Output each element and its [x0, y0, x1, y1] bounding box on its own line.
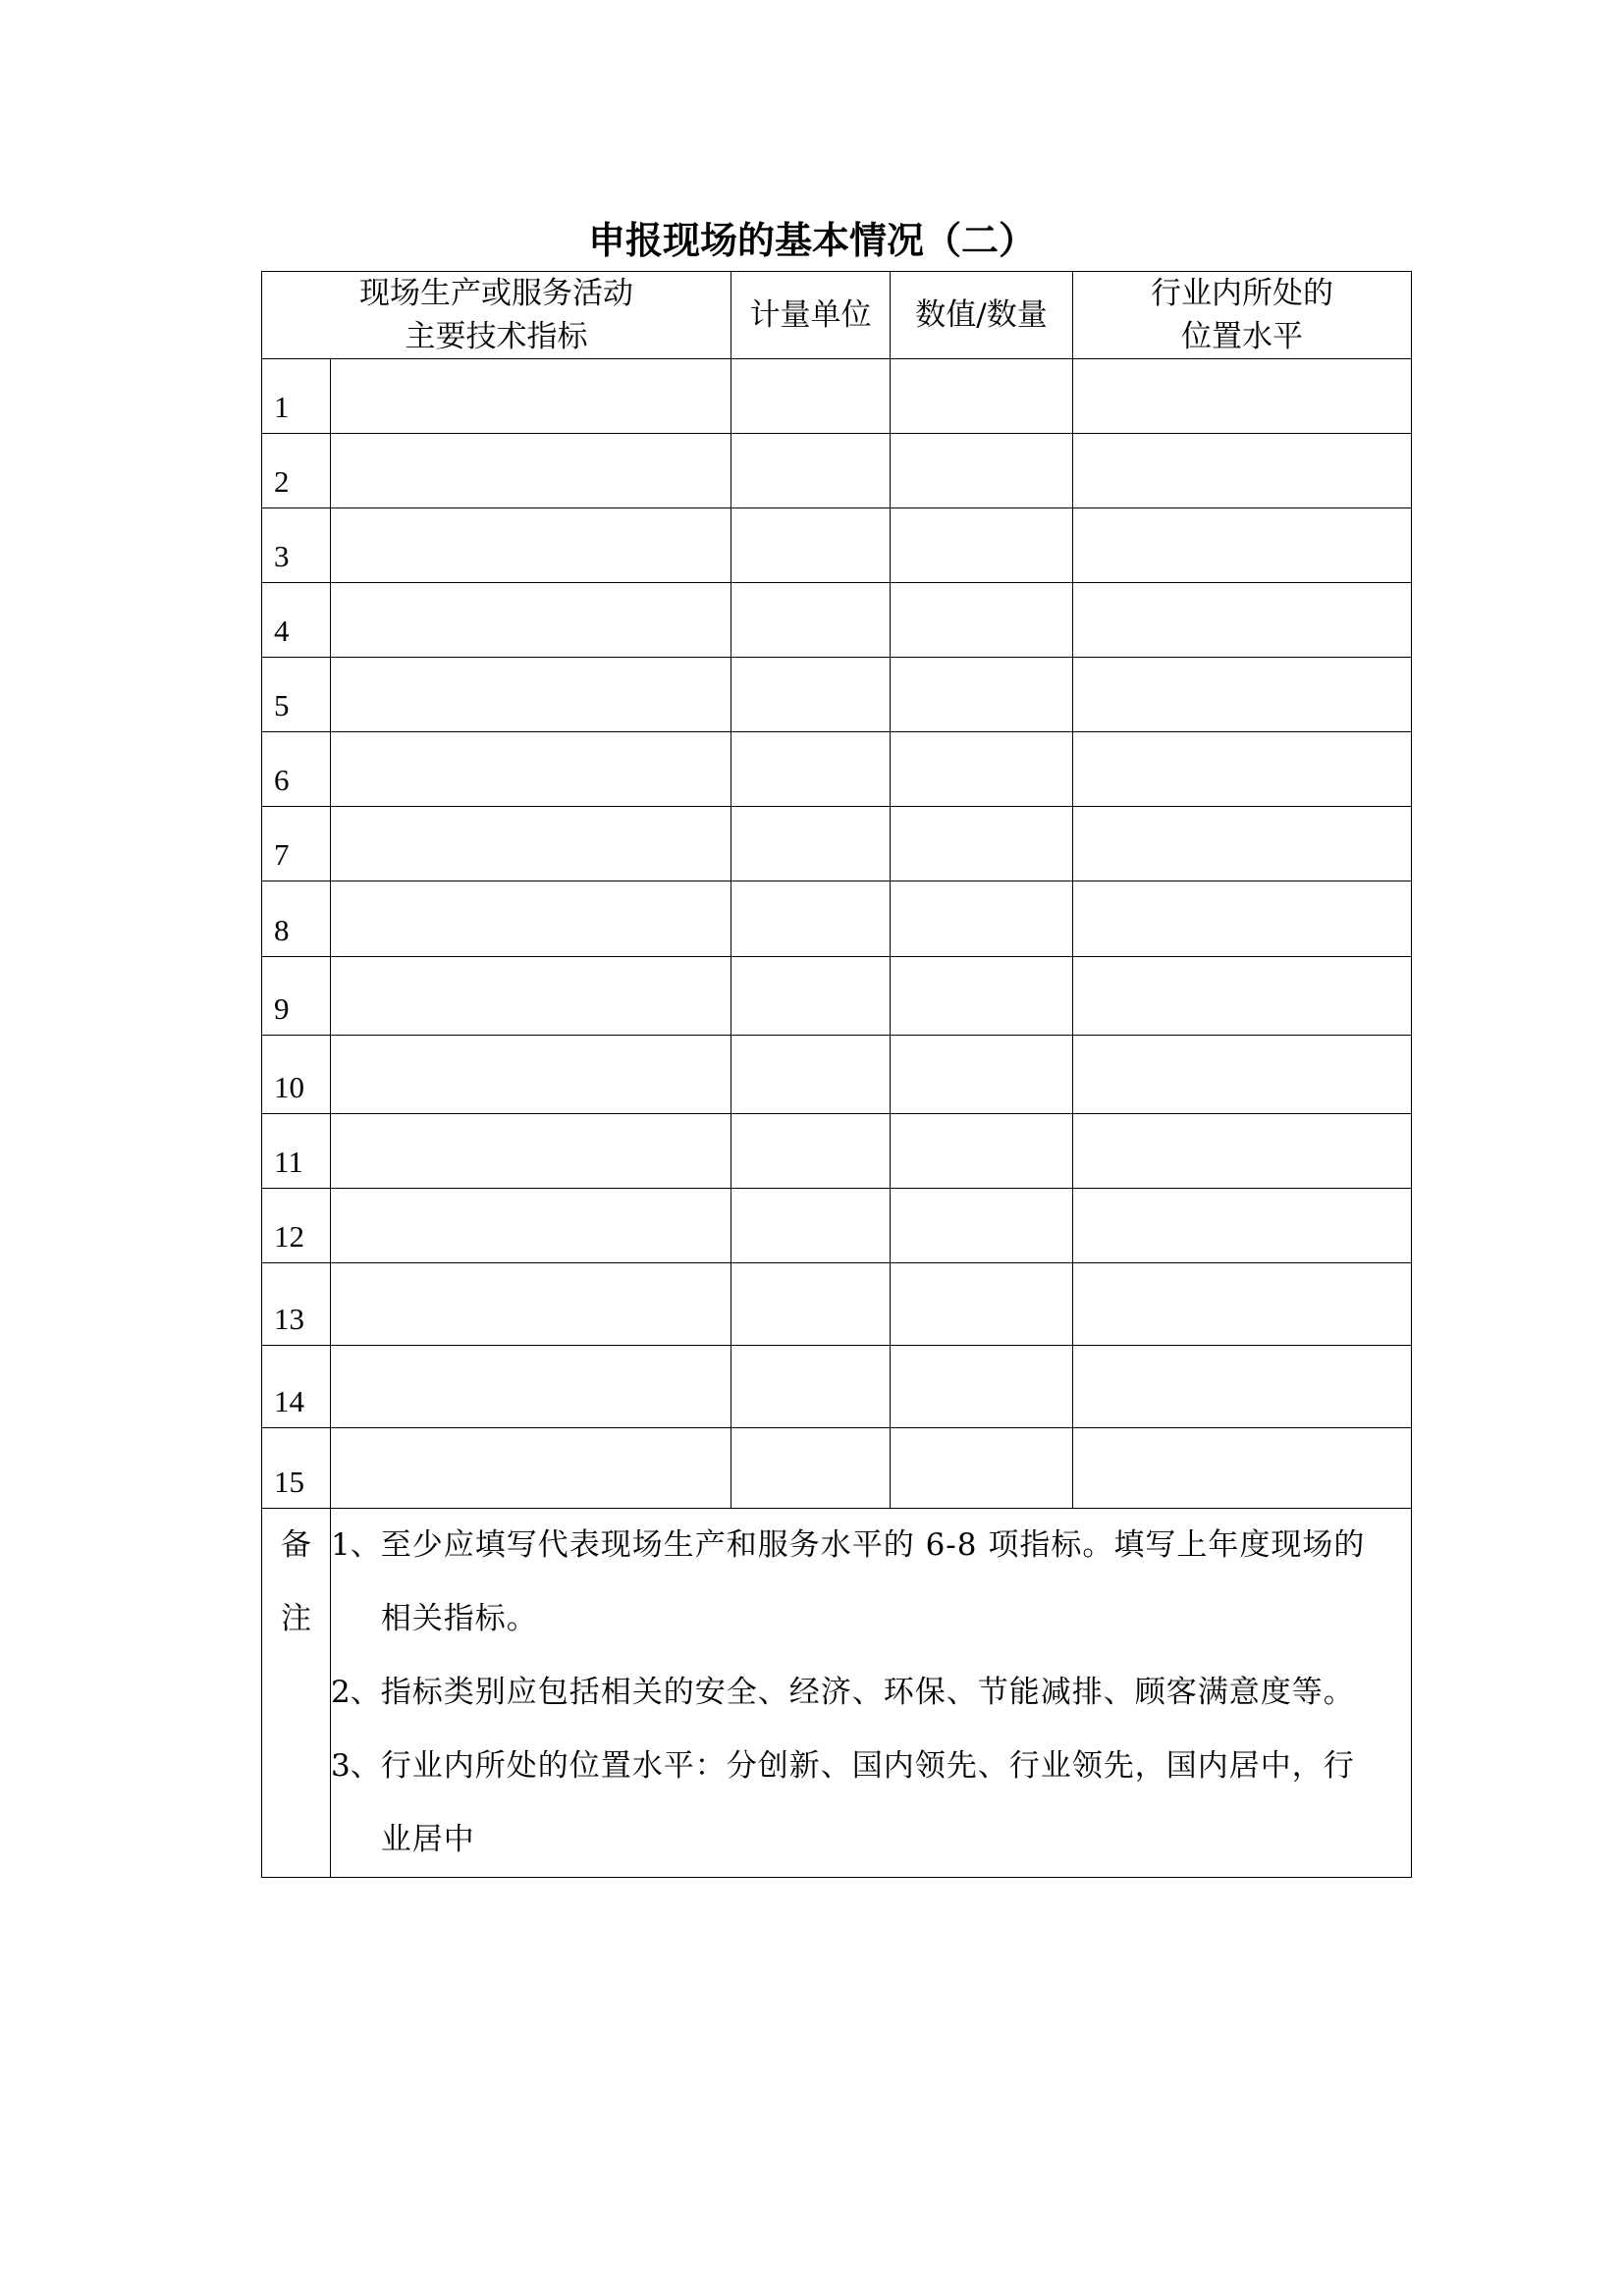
notes-label-char-2: 注 — [281, 1601, 311, 1636]
table-row — [262, 359, 1412, 434]
cell-unit[interactable] — [731, 1114, 891, 1189]
cell-position[interactable] — [1073, 957, 1412, 1036]
cell-unit[interactable] — [731, 658, 891, 732]
row-number: 12 — [262, 1189, 331, 1263]
row-number: 11 — [262, 1114, 331, 1189]
cell-indicator[interactable] — [331, 807, 731, 881]
cell-unit[interactable] — [731, 732, 891, 807]
note-number: 2、 — [331, 1675, 381, 1710]
row-number: 3 — [262, 508, 331, 583]
table-row — [262, 1036, 1412, 1114]
row-number: 14 — [262, 1346, 331, 1428]
cell-value[interactable] — [891, 957, 1073, 1036]
cell-value[interactable] — [891, 434, 1073, 508]
cell-indicator[interactable] — [331, 1263, 731, 1346]
row-number: 7 — [262, 807, 331, 881]
header-indicator-line2: 主要技术指标 — [405, 319, 588, 354]
page-title: 申报现场的基本情况（二） — [587, 219, 1036, 262]
notes-row — [262, 1509, 1412, 1878]
indicator-table — [261, 271, 1412, 1878]
table-row — [262, 1114, 1412, 1189]
row-number: 13 — [262, 1263, 331, 1346]
cell-indicator[interactable] — [331, 1346, 731, 1428]
note-line: 相关指标。 — [380, 1601, 538, 1636]
notes-label — [262, 1509, 331, 1878]
cell-value[interactable] — [891, 359, 1073, 434]
table-row — [262, 1346, 1412, 1428]
note-line: 指标类别应包括相关的安全、经济、环保、节能减排、顾客满意度等。 — [380, 1675, 1355, 1710]
cell-unit[interactable] — [731, 508, 891, 583]
table-row — [262, 957, 1412, 1036]
cell-unit[interactable] — [731, 807, 891, 881]
cell-value[interactable] — [891, 881, 1073, 957]
header-position-line1: 行业内所处的 — [1151, 276, 1333, 311]
cell-value[interactable] — [891, 583, 1073, 658]
row-number: 15 — [262, 1428, 331, 1509]
row-number: 9 — [262, 957, 331, 1036]
cell-indicator[interactable] — [331, 508, 731, 583]
cell-position[interactable] — [1073, 658, 1412, 732]
header-unit: 计量单位 — [731, 272, 891, 359]
note-item — [331, 1509, 1411, 1656]
cell-indicator[interactable] — [331, 658, 731, 732]
cell-position[interactable] — [1073, 1036, 1412, 1114]
cell-unit[interactable] — [731, 1263, 891, 1346]
cell-position[interactable] — [1073, 1114, 1412, 1189]
cell-value[interactable] — [891, 1428, 1073, 1509]
cell-unit[interactable] — [731, 434, 891, 508]
row-number: 6 — [262, 732, 331, 807]
header-position — [1073, 272, 1412, 359]
cell-value[interactable] — [891, 807, 1073, 881]
header-indicator — [262, 272, 731, 359]
cell-position[interactable] — [1073, 881, 1412, 957]
table-row — [262, 508, 1412, 583]
cell-value[interactable] — [891, 1036, 1073, 1114]
cell-unit[interactable] — [731, 1189, 891, 1263]
table-body — [262, 359, 1412, 1509]
row-number: 10 — [262, 1036, 331, 1114]
table-row — [262, 1189, 1412, 1263]
header-value: 数值/数量 — [891, 272, 1073, 359]
cell-position[interactable] — [1073, 434, 1412, 508]
cell-value[interactable] — [891, 1114, 1073, 1189]
cell-value[interactable] — [891, 732, 1073, 807]
header-indicator-line1: 现场生产或服务活动 — [359, 276, 633, 311]
note-text — [381, 1656, 1411, 1730]
row-number: 5 — [262, 658, 331, 732]
table-row — [262, 1263, 1412, 1346]
row-number: 8 — [262, 881, 331, 957]
table-row — [262, 434, 1412, 508]
cell-unit[interactable] — [731, 1036, 891, 1114]
cell-value[interactable] — [891, 658, 1073, 732]
cell-position[interactable] — [1073, 508, 1412, 583]
cell-position[interactable] — [1073, 1428, 1412, 1509]
cell-unit[interactable] — [731, 881, 891, 957]
table-row — [262, 658, 1412, 732]
table-row — [262, 583, 1412, 658]
table-row — [262, 881, 1412, 957]
row-number: 2 — [262, 434, 331, 508]
cell-indicator[interactable] — [331, 434, 731, 508]
cell-position[interactable] — [1073, 1263, 1412, 1346]
note-text — [381, 1509, 1411, 1656]
cell-indicator[interactable] — [331, 583, 731, 658]
notes-content — [331, 1509, 1412, 1878]
note-text — [381, 1730, 1411, 1877]
cell-indicator[interactable] — [331, 881, 731, 957]
row-number: 1 — [262, 359, 331, 434]
cell-unit[interactable] — [731, 1346, 891, 1428]
cell-indicator[interactable] — [331, 1428, 731, 1509]
cell-position[interactable] — [1073, 583, 1412, 658]
cell-indicator[interactable] — [331, 732, 731, 807]
cell-position[interactable] — [1073, 1346, 1412, 1428]
note-line: 行业内所处的位置水平：分创新、国内领先、行业领先，国内居中，行 — [380, 1748, 1355, 1784]
cell-indicator[interactable] — [331, 957, 731, 1036]
cell-indicator[interactable] — [331, 1036, 731, 1114]
cell-position[interactable] — [1073, 359, 1412, 434]
cell-indicator[interactable] — [331, 359, 731, 434]
notes-label-char-1: 备 — [281, 1527, 311, 1563]
cell-value[interactable] — [891, 1346, 1073, 1428]
cell-indicator[interactable] — [331, 1189, 731, 1263]
cell-unit[interactable] — [731, 1428, 891, 1509]
cell-position[interactable] — [1073, 807, 1412, 881]
cell-unit[interactable] — [731, 583, 891, 658]
table-row — [262, 732, 1412, 807]
cell-value[interactable] — [891, 1263, 1073, 1346]
cell-value[interactable] — [891, 1189, 1073, 1263]
header-position-line2: 位置水平 — [1181, 319, 1303, 354]
note-number: 3、 — [331, 1748, 381, 1784]
table-row — [262, 1428, 1412, 1509]
note-item — [331, 1656, 1411, 1730]
cell-indicator[interactable] — [331, 1114, 731, 1189]
cell-position[interactable] — [1073, 732, 1412, 807]
cell-value[interactable] — [891, 508, 1073, 583]
table-header-row — [262, 272, 1412, 359]
note-number: 1、 — [331, 1527, 381, 1563]
cell-unit[interactable] — [731, 359, 891, 434]
note-line: 至少应填写代表现场生产和服务水平的 6-8 项指标。填写上年度现场的 — [380, 1527, 1366, 1563]
row-number: 4 — [262, 583, 331, 658]
cell-position[interactable] — [1073, 1189, 1412, 1263]
note-item — [331, 1730, 1411, 1877]
cell-unit[interactable] — [731, 957, 891, 1036]
note-line: 业居中 — [380, 1822, 475, 1857]
table-row — [262, 807, 1412, 881]
